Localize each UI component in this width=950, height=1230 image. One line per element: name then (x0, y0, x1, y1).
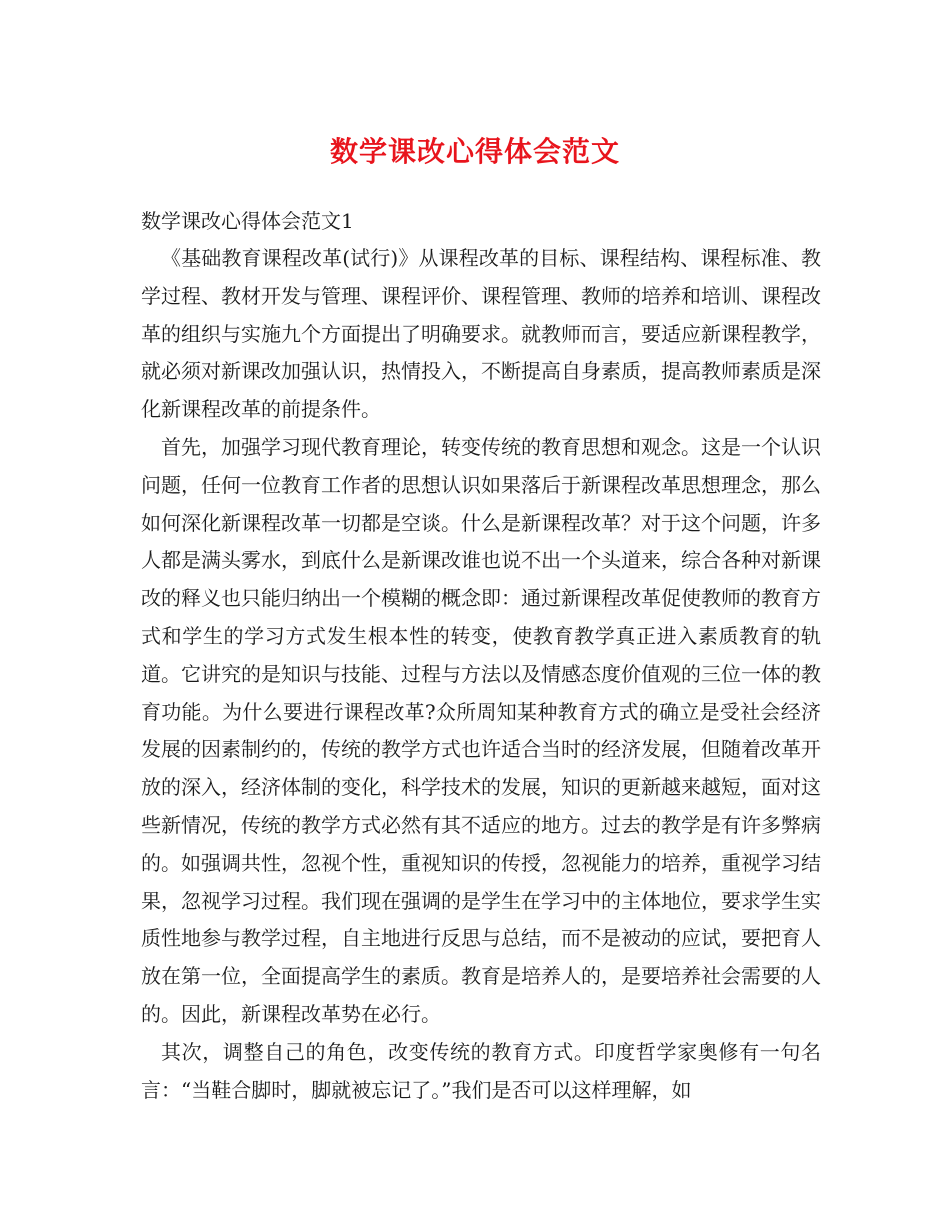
paragraph-first-point: 首先，加强学习现代教育理论，转变传统的教育思想和观念。这是一个认识问题，任何一位教育工作者的思想认识如果落后于新课程改革思想理念，那么如何深化新课程改革一切都是空谈。什么是新课程改革？对于这个问题，许多人都是满头雾水，到底什么是新课改谁也说不出一个头道来，综合各种对新课改的释义也只能归纳出一个模糊的概念即：通过新课程改革促使教师的教育方式和学生的学习方式发生根本性的转变，使教育教学真正进入素质教育的轨道。它讲究的是知识与技能、过程与方法以及情感态度价值观的三位一体的教育功能。为什么要进行课程改革?众所周知某种教育方式的确立是受社会经济发展的因素制约的，传统的教学方式也许适合当时的经济发展，但随着改革开放的深入，经济体制的变化，科学技术的发展，知识的更新越来越短，面对这些新情况，传统的教学方式必然有其不适应的地方。过去的教学是有许多弊病的。如强调共性，忽视个性，重视知识的传授，忽视能力的培养，重视学习结果，忽视学习过程。我们现在强调的是学生在学习中的主体地位，要求学生实质性地参与教学过程，自主地进行反思与总结，而不是被动的应试，要把育人放在第一位，全面提高学生的素质。教育是培养人的，是要培养社会需要的人的。因此，新课程改革势在必行。 (141, 434, 821, 1026)
document-body (141, 240, 821, 1109)
document-title: 数学课改心得体会范文 (329, 135, 620, 168)
paragraph-second-point: 其次，调整自己的角色，改变传统的教育方式。印度哲学家奥修有一句名言：“当鞋合脚时，脚就被忘记了。”我们是否可以这样理解，如 (141, 1039, 821, 1102)
section-heading: 数学课改心得体会范文1 (141, 209, 354, 233)
paragraph-intro: 《基础教育课程改革(试行)》从课程改革的目标、课程结构、课程标准、教学过程、教材开发与管理、课程评价、课程管理、教师的培养和培训、课程改革的组织与实施九个方面提出了明确要求。就教师而言，要适应新课程教学，就必须对新课改加强认识，热情投入，不断提高自身素质，提高教师素质是深化新课程改革的前提条件。 (141, 246, 821, 422)
